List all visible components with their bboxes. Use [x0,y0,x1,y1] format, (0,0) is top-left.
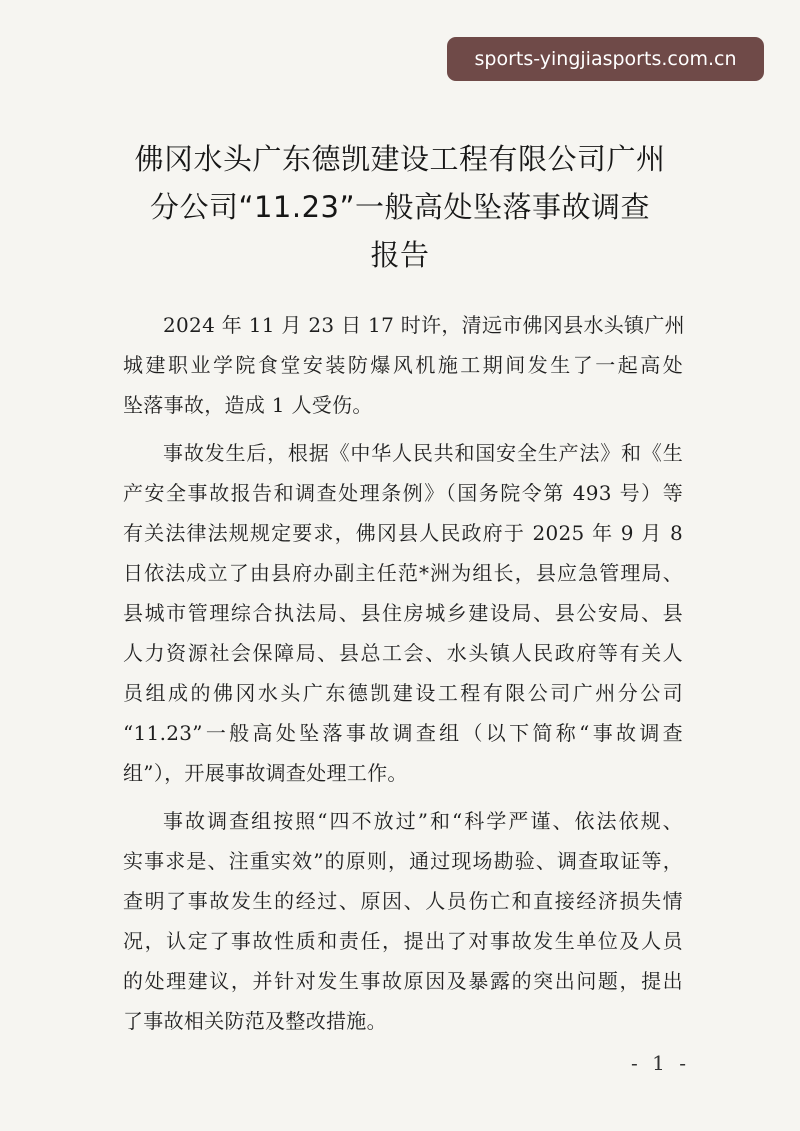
paragraph-line: 城建职业学院食堂安装防爆风机施工期间发生了一起高处 [123,353,683,377]
paragraph-line: 实事求是、注重实效”的原则，通过现场勘验、调查取证等， [123,849,683,873]
title-line-2: 分公司“11.23”一般高处坠落事故调查 [149,190,651,224]
title-line-3: 报告 [370,238,430,272]
paragraph-line: 事故发生后，根据《中华人民共和国安全生产法》和《生 [163,441,683,465]
paragraph-line: 人力资源社会保障局、县总工会、水头镇人民政府等有关人 [123,641,683,665]
paragraph-line: 日依法成立了由县府办副主任范*洲为组长，县应急管理局、 [123,561,683,585]
title-line-1: 佛冈水头广东德凯建设工程有限公司广州 [134,142,666,176]
paragraph-line: 的处理建议，并针对发生事故原因及暴露的突出问题，提出 [123,969,683,993]
paragraph-line: 县城市管理综合执法局、县住房城乡建设局、县公安局、县 [123,601,683,625]
paragraph-2 [123,433,683,793]
paragraph-line: 产安全事故报告和调查处理条例》（国务院令第 493 号）等 [123,481,683,505]
paragraph-line: 事故调查组按照“四不放过”和“科学严谨、依法依规、 [163,809,683,833]
paragraph-line: 查明了事故发生的经过、原因、人员伤亡和直接经济损失情 [123,889,683,913]
paragraph-line: 有关法律法规规定要求，佛冈县人民政府于 2025 年 9 月 8 [123,521,683,545]
paragraph-3 [123,801,683,1041]
paragraph-line: 坠落事故，造成 1 人受伤。 [123,393,373,417]
page-number: - 1 - [631,1051,690,1075]
paragraph-line: 况，认定了事故性质和责任，提出了对事故发生单位及人员 [123,929,683,953]
paragraph-1 [123,305,683,425]
paragraph-line: 了事故相关防范及整改措施。 [123,1009,387,1033]
paragraph-line: 组”），开展事故调查处理工作。 [123,761,408,785]
document-title [120,135,680,279]
watermark-badge: sports-yingjiasports.com.cn [447,37,764,81]
paragraph-line: “11.23”一般高处坠落事故调查组（以下简称“事故调查 [123,721,683,745]
paragraph-line: 员组成的佛冈水头广东德凯建设工程有限公司广州分公司 [123,681,683,705]
document-body [123,305,683,1049]
paragraph-line: 2024 年 11 月 23 日 17 时许，清远市佛冈县水头镇广州 [163,313,685,337]
